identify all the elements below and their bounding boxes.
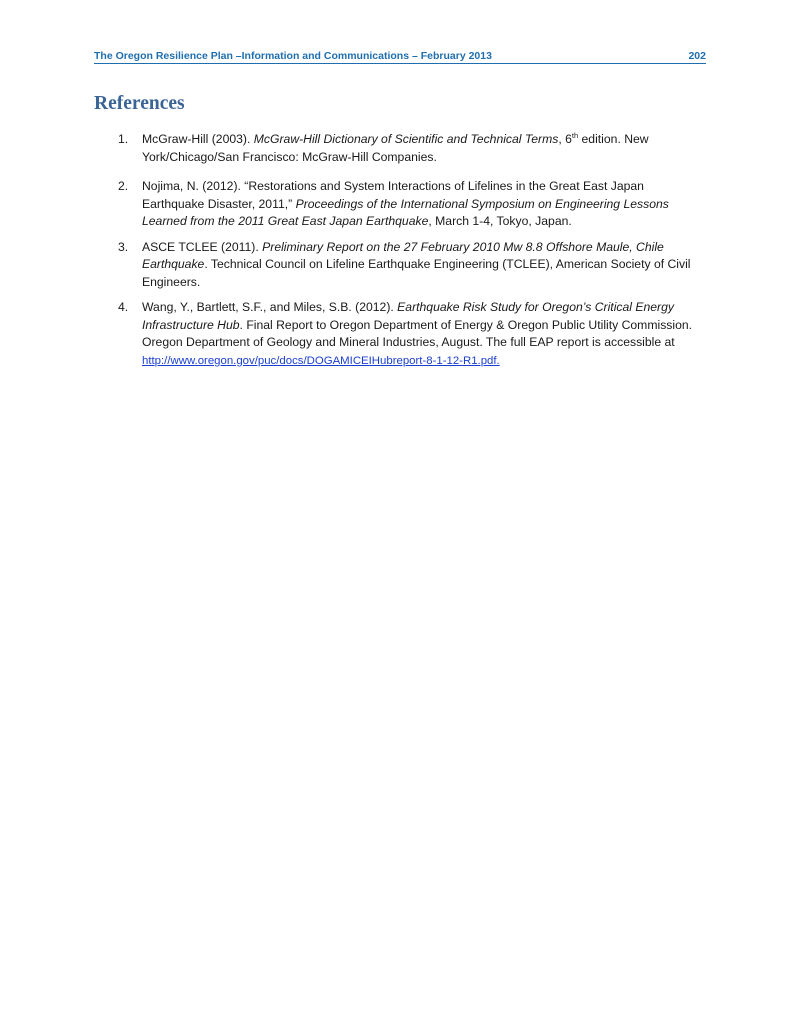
reference-item: [118, 178, 708, 231]
reference-list: [118, 131, 708, 370]
reference-details: . Final Report to Oregon Department of Energy & Oregon Public Utility Commission. Oregon Department of Geology and Mineral Industries, August. The full EAP report is accessible at: [142, 317, 693, 349]
reference-authors: McGraw-Hill (2003).: [142, 132, 254, 146]
page-number: 202: [688, 50, 706, 62]
reference-item: [118, 239, 708, 292]
reference-number: 1.: [118, 132, 129, 146]
running-header: [94, 48, 706, 64]
reference-title: Earthquake Risk Study for Oregon’s Critical Energy Infrastructure Hub: [142, 300, 674, 332]
reference-edition: , 6: [558, 132, 572, 146]
reference-number: 3.: [118, 239, 129, 254]
reference-number: 4.: [118, 300, 129, 314]
reference-title: Proceedings of the International Symposium on Engineering Lessons Learned from the 2011 Great East Japan Earthquake: [142, 196, 669, 228]
reference-authors: ASCE TCLEE (2011).: [142, 239, 263, 254]
reference-title: McGraw-Hill Dictionary of Scientific and Technical Terms: [253, 132, 559, 146]
reference-details: . Technical Council on Lifeline Earthquake Engineering (TCLEE), American Society of Civil Engineers.: [142, 257, 691, 289]
reference-edition-superscript: th: [571, 130, 579, 140]
reference-authors: Wang, Y., Bartlett, S.F., and Miles, S.B. (2012).: [142, 300, 398, 314]
reference-details: , March 1-4, Tokyo, Japan.: [428, 214, 572, 228]
reference-title: Preliminary Report on the 27 February 2010 Mw 8.8 Offshore Maule, Chile Earthquake: [142, 239, 664, 271]
header-title: The Oregon Resilience Plan –Information and Communications – February 2013: [94, 50, 492, 62]
reference-item: [118, 131, 708, 166]
reference-authors: Nojima, N. (2012). “Restorations and System Interactions of Lifelines in the Great East Japan Earthquake Disaster, 2011,”: [142, 179, 644, 211]
reference-details: edition. New York/Chicago/San Francisco: McGraw-Hill Companies.: [142, 132, 649, 164]
reference-number: 2.: [118, 179, 129, 193]
section-title: References: [94, 93, 185, 114]
report-link[interactable]: http://www.oregon.gov/puc/docs/DOGAMICEIHubreport-8-1-12-R1.pdf.: [142, 354, 500, 367]
reference-item: [118, 299, 708, 370]
